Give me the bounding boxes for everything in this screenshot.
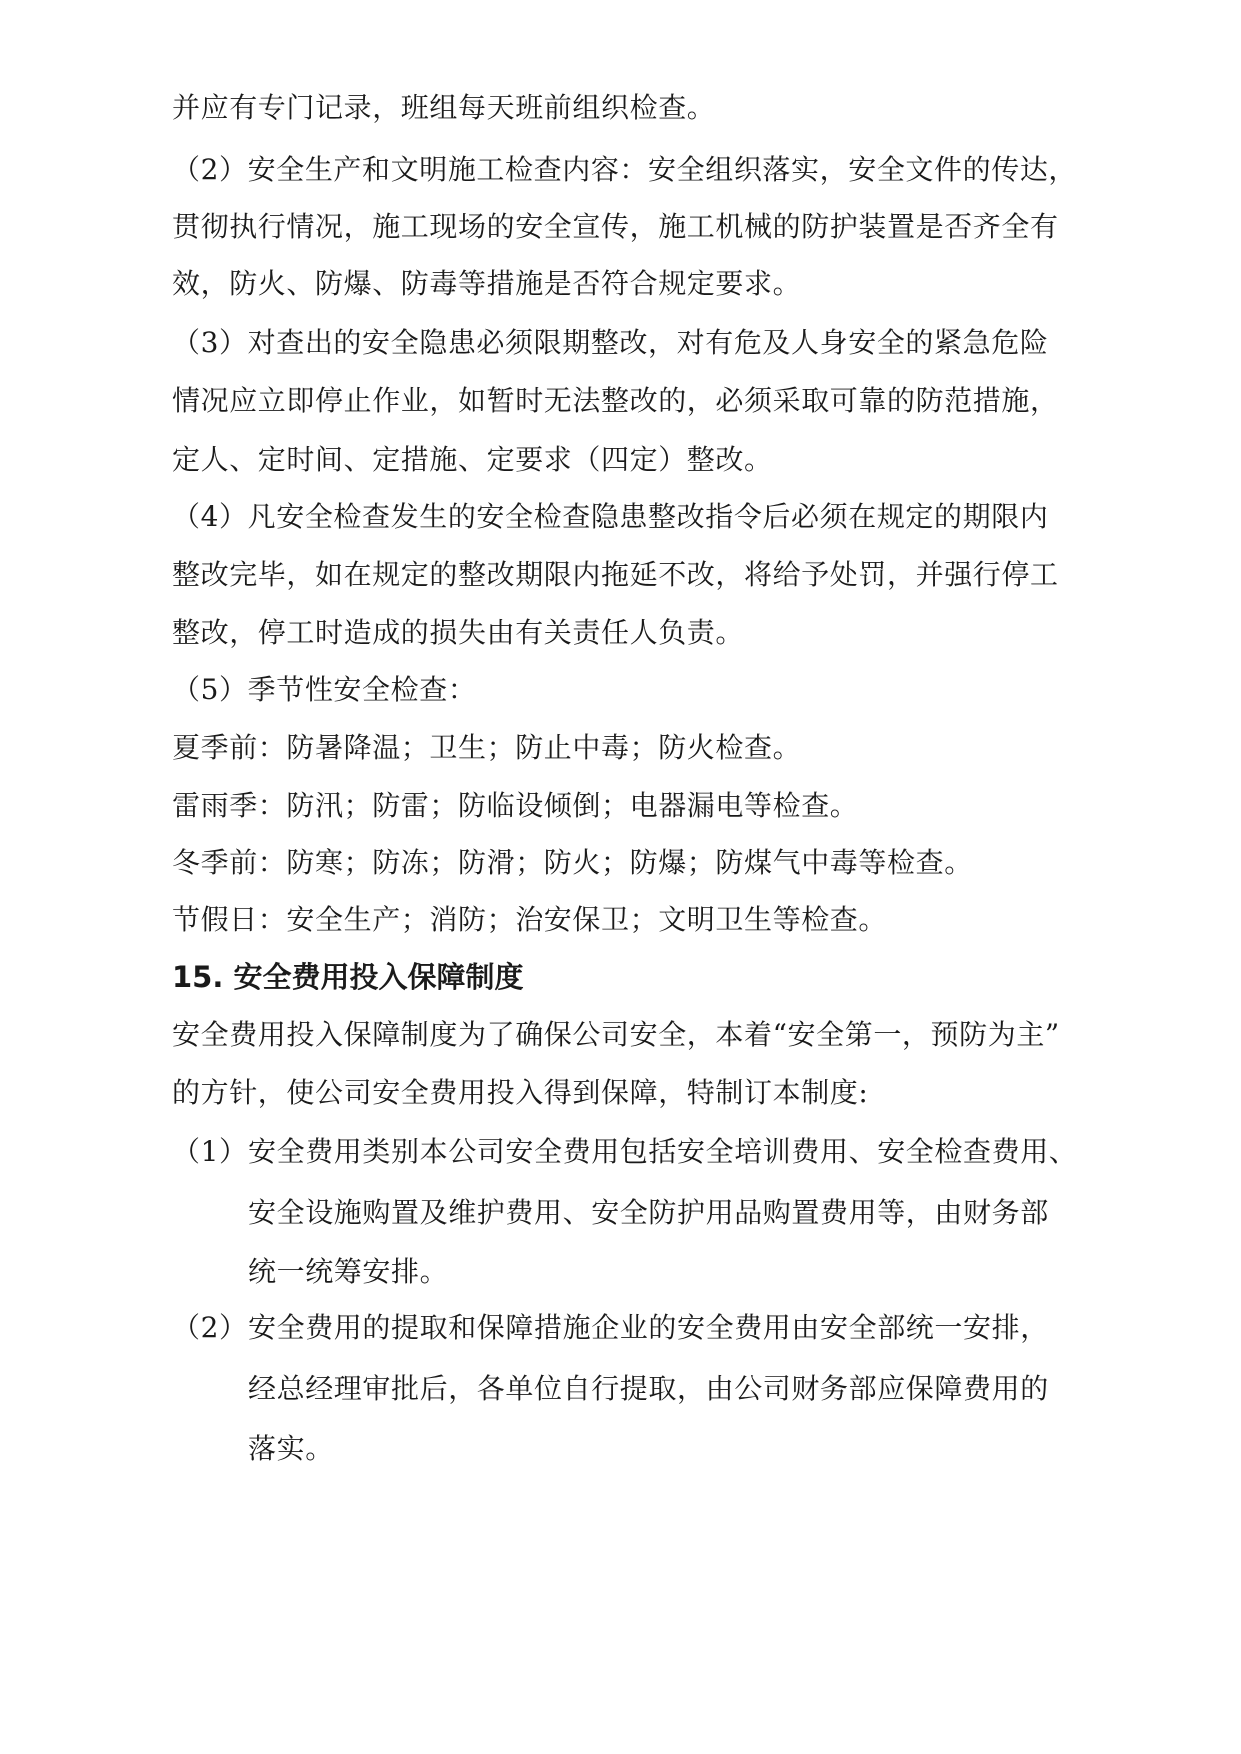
list-item-text: 安全费用的提取和保障措施企业的安全费用由安全部统一安排， [248,1311,1049,1344]
section-intro-line: 的方针，使公司安全费用投入得到保障，特制订本制度: [172,1076,869,1109]
item-3-line: （3）对查出的安全隐患必须限期整改，对有危及人身安全的紧急危险 [172,326,1049,359]
season-check-rainy: 雷雨季：防汛；防雷；防临设倾倒；电器漏电等检查。 [172,789,859,822]
section-intro-line: 安全费用投入保障制度为了确保公司安全，本着“安全第一，预防为主” [172,1018,1060,1051]
season-check-holiday: 节假日：安全生产；消防；治安保卫；文明卫生等检查。 [172,903,888,936]
list-item-1-line: 统一统筹安排。 [248,1255,449,1288]
item-5-title: （5）季节性安全检查： [172,673,477,706]
paragraph-line: 并应有专门记录，班组每天班前组织检查。 [172,91,716,124]
item-3-line: 情况应立即停止作业，如暂时无法整改的，必须采取可靠的防范措施， [172,384,1059,417]
list-number: （2） [172,1311,248,1344]
list-item-2-line: 经总经理审批后，各单位自行提取，由公司财务部应保障费用的 [248,1372,1049,1405]
section-heading: 15. 安全费用投入保障制度 [172,960,524,994]
list-number: （1） [172,1135,248,1168]
item-4-line: 整改，停工时造成的损失由有关责任人负责。 [172,616,745,649]
item-4-line: 整改完毕，如在规定的整改期限内拖延不改，将给予处罚，并强行停工 [172,558,1059,591]
list-item-2-line: 落实。 [248,1432,334,1465]
item-3-line: 定人、定时间、定措施、定要求（四定）整改。 [172,443,773,476]
list-item-1 [172,1132,1082,1172]
item-2-line: 效，防火、防爆、防毒等措施是否符合规定要求。 [172,267,802,300]
season-check-summer: 夏季前：防暑降温；卫生；防止中毒；防火检查。 [172,731,802,764]
item-2-line: 贯彻执行情况，施工现场的安全宣传，施工机械的防护装置是否齐全有 [172,210,1059,243]
item-4-line: （4）凡安全检查发生的安全检查隐患整改指令后必须在规定的期限内 [172,500,1049,533]
list-item-2 [172,1308,1082,1348]
season-check-winter: 冬季前：防寒；防冻；防滑；防火；防爆；防煤气中毒等检查。 [172,846,973,879]
list-item-text: 安全费用类别本公司安全费用包括安全培训费用、安全检查费用、 [248,1135,1078,1168]
list-item-1-line: 安全设施购置及维护费用、安全防护用品购置费用等，由财务部 [248,1196,1049,1229]
item-2-line: （2）安全生产和文明施工检查内容：安全组织落实，安全文件的传达， [172,153,1078,186]
